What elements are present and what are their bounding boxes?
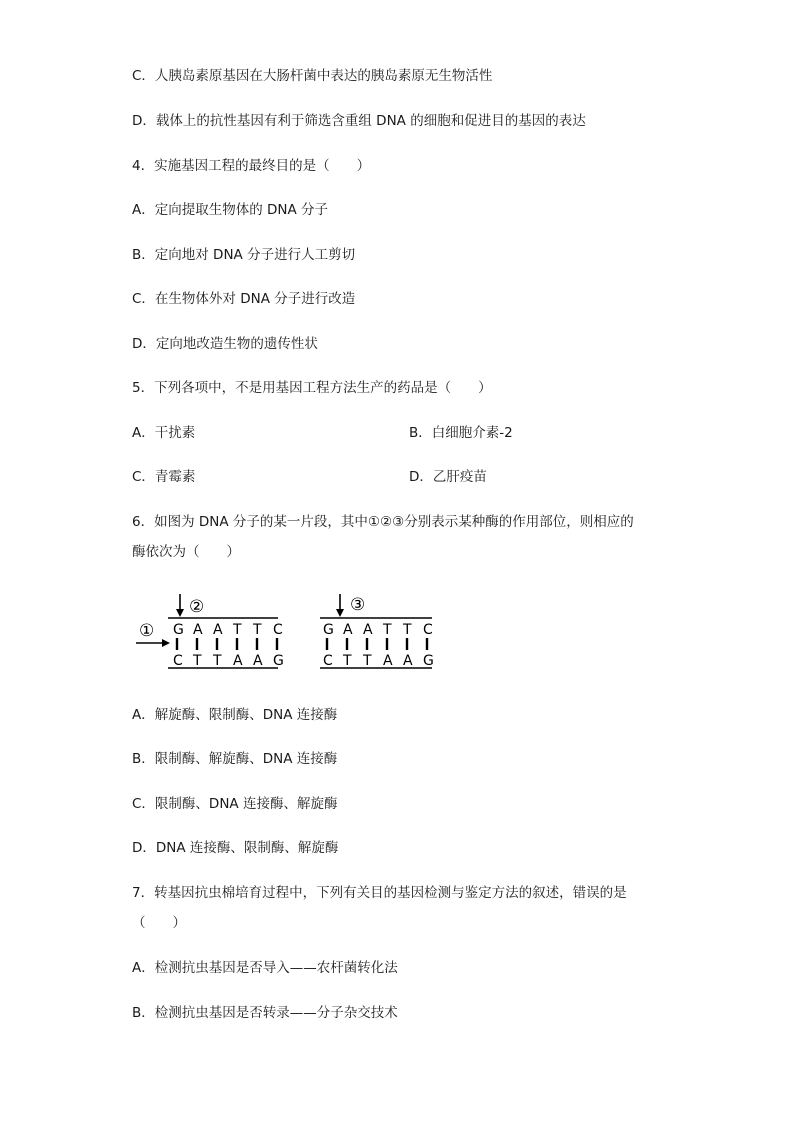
label-2: ② [189, 597, 205, 617]
q4-stem: 4．实施基因工程的最终目的是（ ） [132, 158, 371, 174]
q4-option-b: B．定向地对 DNA 分子进行人工剪切 [132, 247, 356, 263]
base: T [383, 622, 392, 638]
q5-option-d: D．乙肝疫苗 [409, 469, 487, 485]
q6-option-d: D．DNA 连接酶、限制酶、解旋酶 [132, 840, 339, 856]
base: G [423, 653, 434, 669]
base: A [363, 622, 373, 638]
q4-option-c: C．在生物体外对 DNA 分子进行改造 [132, 291, 356, 307]
dna-fragment-right [320, 594, 434, 669]
base: T [403, 622, 412, 638]
q4-option-d: D．定向地改造生物的遗传性状 [132, 336, 318, 352]
base: A [233, 653, 243, 669]
base: C [273, 622, 283, 638]
base: T [343, 653, 352, 669]
q6-option-c: C．限制酶、DNA 连接酶、解旋酶 [132, 796, 338, 812]
dna-fragment-left [136, 594, 284, 669]
q5-option-c: C．青霉素 [132, 469, 196, 485]
q7-stem-line1: 7．转基因抗虫棉培育过程中，下列有关目的基因检测与鉴定方法的叙述，错误的是 [132, 885, 627, 901]
q6-option-a: A．解旋酶、限制酶、DNA 连接酶 [132, 707, 338, 723]
q7-option-b: B．检测抗虫基因是否转录——分子杂交技术 [132, 1005, 398, 1021]
label-3: ③ [350, 595, 366, 615]
q7-option-a: A．检测抗虫基因是否导入——农杆菌转化法 [132, 960, 398, 976]
base: A [213, 622, 223, 638]
base: A [343, 622, 353, 638]
base: C [323, 653, 333, 669]
base: C [423, 622, 433, 638]
base: G [273, 653, 284, 669]
q5-option-b: B．白细胞介素-2 [409, 425, 513, 441]
base: T [233, 622, 242, 638]
base: T [363, 653, 372, 669]
q7-stem-line2: （ ） [132, 915, 186, 931]
base: G [323, 622, 334, 638]
base: G [173, 622, 184, 638]
base: T [213, 653, 222, 669]
base: A [253, 653, 263, 669]
q5-stem: 5．下列各项中，不是用基因工程方法生产的药品是（ ） [132, 380, 492, 396]
base: A [383, 653, 393, 669]
q6-stem-line1: 6．如图为 DNA 分子的某一片段，其中①②③分别表示某种酶的作用部位，则相应的 [132, 514, 634, 530]
q3-option-c: C．人胰岛素原基因在大肠杆菌中表达的胰岛素原无生物活性 [132, 68, 493, 84]
q4-option-a: A．定向提取生物体的 DNA 分子 [132, 202, 329, 218]
base: T [193, 653, 202, 669]
q6-option-b: B．限制酶、解旋酶、DNA 连接酶 [132, 751, 338, 767]
base: A [403, 653, 413, 669]
label-1: ① [139, 621, 155, 641]
base: T [253, 622, 262, 638]
base: C [173, 653, 183, 669]
base: A [193, 622, 203, 638]
q3-option-d: D．载体上的抗性基因有利于筛选含重组 DNA 的细胞和促进目的基因的表达 [132, 113, 586, 129]
dna-figure [130, 588, 450, 676]
q6-stem-line2: 酶依次为（ ） [132, 544, 240, 560]
q5-option-a: A．干扰素 [132, 425, 196, 441]
